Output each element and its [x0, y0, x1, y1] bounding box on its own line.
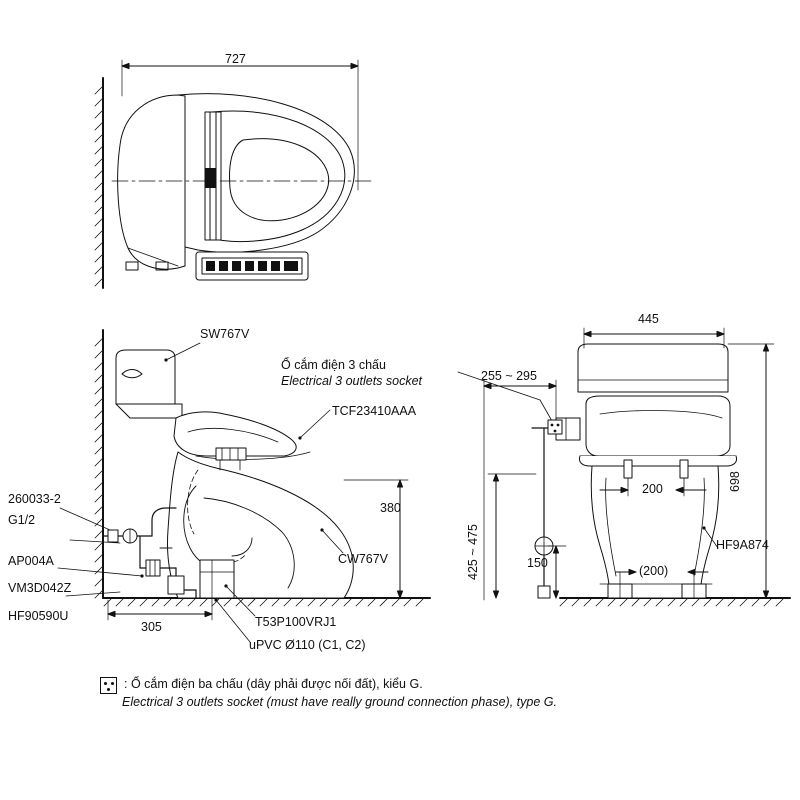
dimension-425-475: 425 ~ 475 [466, 524, 480, 580]
label-vm3d042z: VM3D042Z [8, 581, 72, 595]
legend-row-vn [100, 676, 740, 694]
label-g12: G1/2 [8, 513, 36, 527]
legend [100, 676, 740, 711]
label-hf90590u: HF90590U [8, 609, 69, 623]
label-t53p100vrj1: T53P100VRJ1 [255, 615, 337, 629]
label-hf9a874: HF9A874 [716, 538, 769, 552]
label-upvc: uPVC Ø110 (C1, C2) [249, 638, 366, 652]
dimension-445: 445 [638, 312, 659, 326]
dimension-698: 698 [728, 471, 742, 492]
label-cw767v: CW767V [338, 552, 389, 566]
label-socket-vn: Ổ cắm điện 3 chấu [281, 358, 386, 372]
legend-text-en: Electrical 3 outlets socket (must have really ground connection phase), type G. [122, 695, 557, 709]
label-sw767v: SW767V [200, 327, 250, 341]
dimension-200: 200 [642, 482, 663, 496]
dimension-200-bracket: (200) [639, 564, 669, 578]
three-pin-socket-icon [100, 677, 117, 694]
dimension-150: 150 [527, 556, 548, 570]
label-tcf23410aaa: TCF23410AAA [332, 404, 417, 418]
label-ap004a: AP004A [8, 554, 54, 568]
dimension-305: 305 [141, 620, 162, 634]
dimension-380: 380 [380, 501, 401, 515]
legend-text-vn: : Ổ cắm điện ba chấu (dây phải được nối đất), kiểu G. [124, 677, 423, 691]
legend-row-en [100, 694, 740, 711]
label-260033-2: 260033-2 [8, 492, 61, 506]
dimension-255-295: 255 ~ 295 [481, 369, 537, 383]
label-socket-en: Electrical 3 outlets socket [281, 374, 423, 388]
dimension-727: 727 [225, 52, 246, 66]
